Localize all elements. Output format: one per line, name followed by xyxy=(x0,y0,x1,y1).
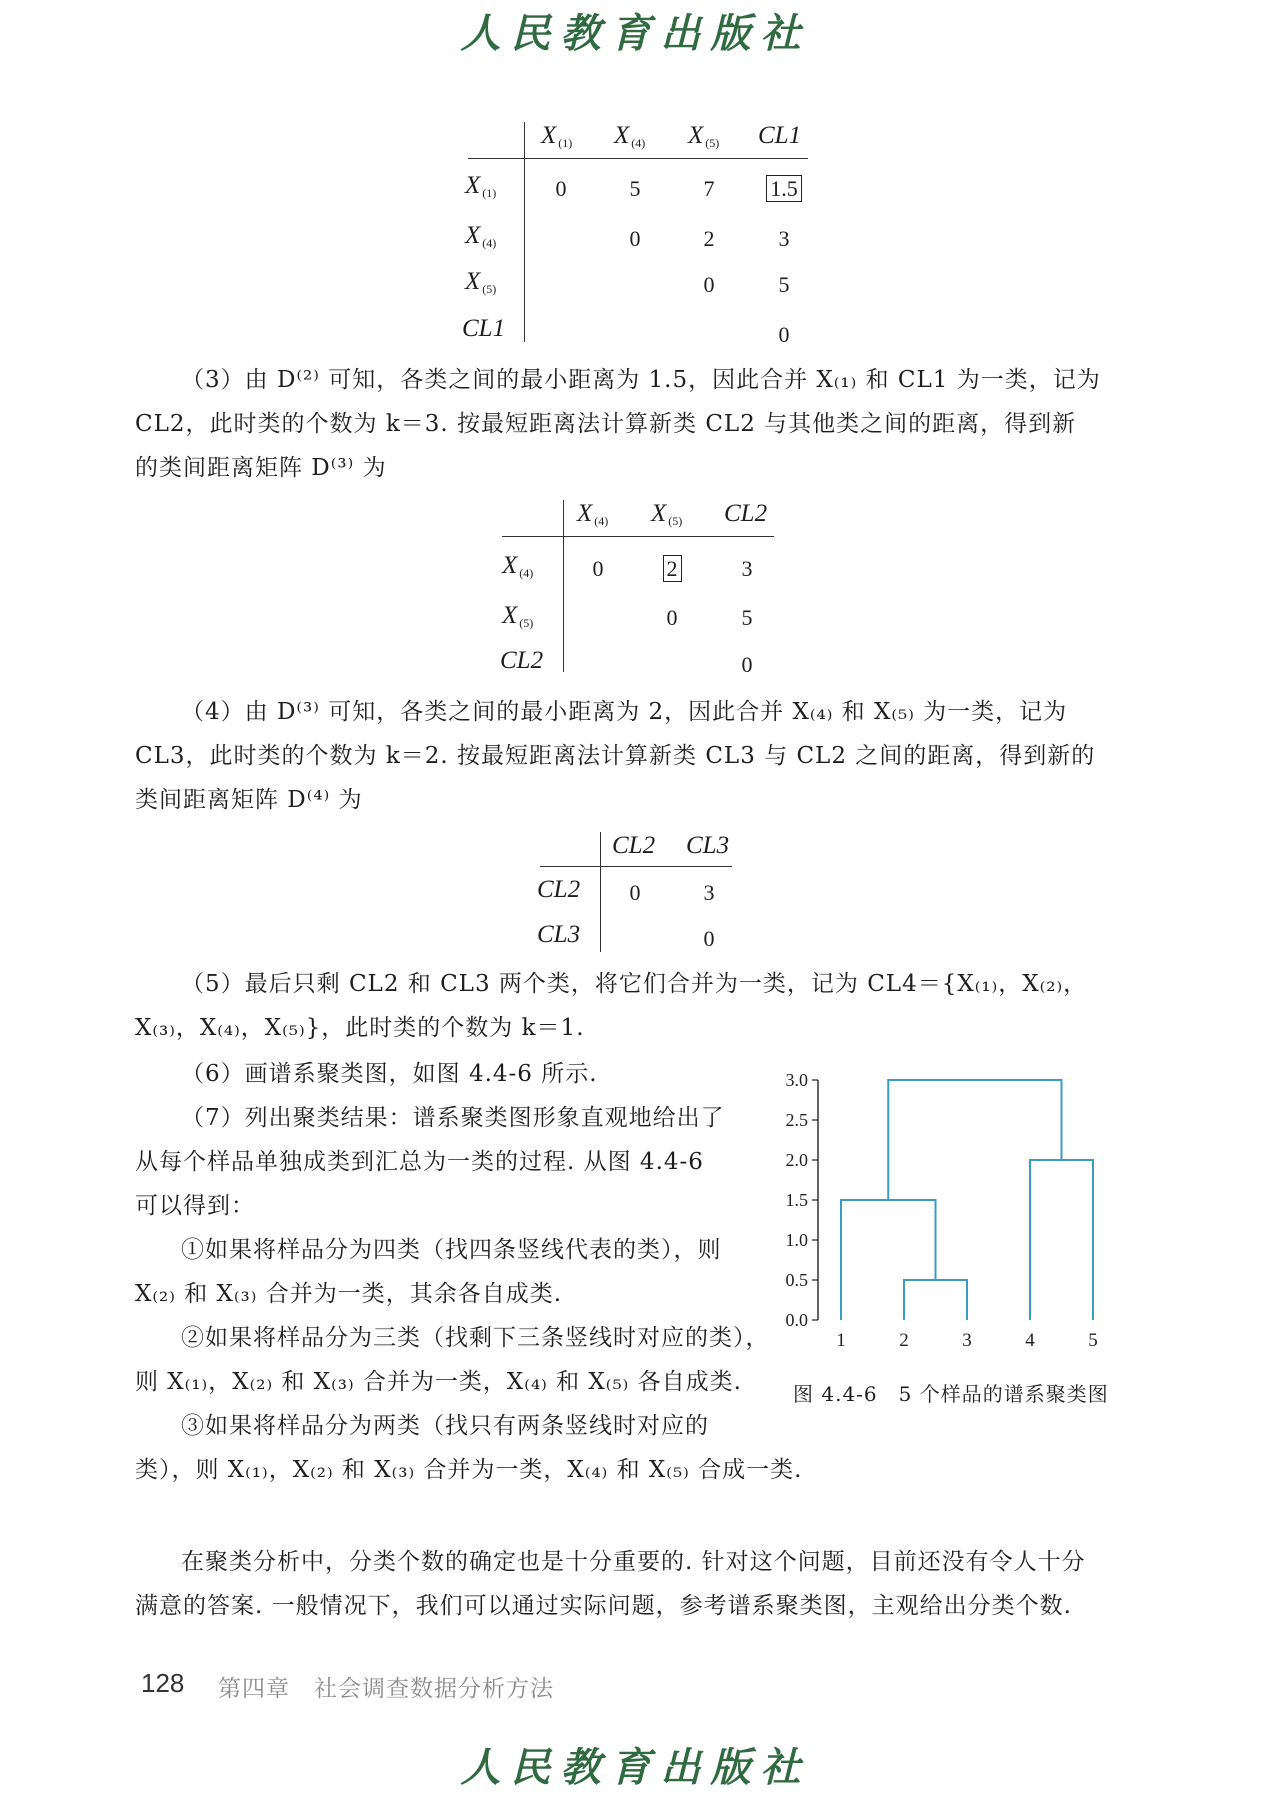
d2-cell-min: 1.5 xyxy=(764,176,804,202)
para-step5-line2: X₍₃₎，X₍₄₎，X₍₅₎}，此时类的个数为 k＝1. xyxy=(135,1015,585,1041)
para-step3-line1: （3）由 D⁽²⁾ 可知，各类之间的最小距离为 1.5，因此合并 X₍₁₎ 和 CL1 为一类，记为 xyxy=(181,367,1101,393)
dendrogram-link xyxy=(841,1200,936,1320)
d2-cell: 0 xyxy=(703,272,715,297)
d2-row-header: CL1 xyxy=(462,315,506,342)
item1-line1: ①如果将样品分为四类（找四条竖线代表的类），则 xyxy=(181,1237,722,1263)
d2-col-header: CL1 xyxy=(758,122,802,149)
d2-row-header: X $_{(1)}$ xyxy=(465,172,497,200)
dendrogram-chart xyxy=(780,1056,1120,1356)
d3-row-header: X $_{(4)}$ xyxy=(502,552,534,580)
para-step5-line1: （5）最后只剩 CL2 和 CL3 两个类，将它们合并为一类，记为 CL4＝{X₍₁₎，X₍₂₎， xyxy=(181,971,1088,997)
d2-col-header: X $_{(1)}$ xyxy=(541,122,573,150)
para-step7-line3: 可以得到： xyxy=(135,1193,255,1219)
leaf-label: 3 xyxy=(962,1330,972,1351)
d4-cell: 3 xyxy=(703,880,715,905)
para-step4-line2: CL3，此时类的个数为 k＝2. 按最短距离法计算新类 CL3 与 CL2 之间的距离，得到新的 xyxy=(135,743,1096,769)
d3-cell: 0 xyxy=(666,605,678,630)
d4-hline xyxy=(540,866,732,867)
para-step7-line2: 从每个样品单独成类到汇总为一类的过程. 从图 4.4-6 xyxy=(135,1149,704,1175)
para-step4-line1: （4）由 D⁽³⁾ 可知，各类之间的最小距离为 2，因此合并 X₍₄₎ 和 X₍₅₎ 为一类，记为 xyxy=(181,699,1068,725)
d2-cell: 2 xyxy=(703,226,715,251)
y-tick-label: 0.0 xyxy=(785,1310,808,1330)
d3-vline xyxy=(563,500,564,672)
y-tick-label: 0.5 xyxy=(785,1270,808,1290)
publisher-logo-top: 人民教育出版社 xyxy=(460,10,811,57)
d2-cell: 0 xyxy=(778,322,790,347)
d3-cell: 0 xyxy=(592,556,604,581)
leaf-label: 4 xyxy=(1025,1330,1035,1351)
dendrogram-link xyxy=(888,1080,1061,1200)
d2-col-header: X $_{(5)}$ xyxy=(688,122,720,150)
d2-cell: 0 xyxy=(555,176,567,201)
d3-col-header: X $_{(5)}$ xyxy=(651,500,683,528)
para-step4-line3: 类间距离矩阵 D⁽⁴⁾ 为 xyxy=(135,787,363,813)
y-tick-label: 2.5 xyxy=(785,1110,808,1130)
d3-cell-min: 2 xyxy=(652,556,692,582)
d4-row-header: CL2 xyxy=(537,876,581,903)
chapter-title: 第四章 社会调查数据分析方法 xyxy=(218,1676,554,1702)
para-step3-line2: CL2，此时类的个数为 k＝3. 按最短距离法计算新类 CL2 与其他类之间的距离，得到新 xyxy=(135,411,1077,437)
d2-vline xyxy=(524,122,525,342)
dendrogram-link xyxy=(1030,1160,1093,1320)
para-step3-line3: 的类间距离矩阵 D⁽³⁾ 为 xyxy=(135,455,387,481)
d4-col-header: CL3 xyxy=(686,832,730,859)
d4-col-header: CL2 xyxy=(612,832,656,859)
d3-row-header: CL2 xyxy=(500,647,544,674)
leaf-label: 1 xyxy=(836,1330,846,1351)
figure-caption: 图 4.4-6 5 个样品的谱系聚类图 xyxy=(793,1382,1109,1406)
y-tick-label: 2.0 xyxy=(785,1150,808,1170)
leaf-label: 2 xyxy=(899,1330,909,1351)
y-tick-label: 1.0 xyxy=(785,1230,808,1250)
closing-line2: 满意的答案. 一般情况下，我们可以通过实际问题，参考谱系聚类图，主观给出分类个数. xyxy=(135,1593,1072,1619)
d4-vline xyxy=(600,832,601,952)
d3-cell: 3 xyxy=(741,556,753,581)
d2-row-header: X $_{(5)}$ xyxy=(465,268,497,296)
closing-line1: 在聚类分析中，分类个数的确定也是十分重要的. 针对这个问题，目前还没有令人十分 xyxy=(181,1549,1086,1575)
d2-row-header: X $_{(4)}$ xyxy=(465,222,497,250)
d2-cell: 5 xyxy=(778,272,790,297)
d3-cell: 0 xyxy=(741,652,753,677)
item3-line1: ③如果将样品分为两类（找只有两条竖线时对应的 xyxy=(181,1413,709,1439)
y-tick-label: 3.0 xyxy=(785,1070,808,1090)
d4-cell: 0 xyxy=(629,880,641,905)
d2-col-header: X $_{(4)}$ xyxy=(614,122,646,150)
publisher-logo-bottom: 人民教育出版社 xyxy=(460,1744,811,1791)
d3-cell: 5 xyxy=(741,605,753,630)
item2-line1: ②如果将样品分为三类（找剩下三条竖线时对应的类）， xyxy=(181,1325,770,1351)
dendrogram-link xyxy=(904,1280,967,1320)
d3-row-header: X $_{(5)}$ xyxy=(502,602,534,630)
item1-line2: X₍₂₎ 和 X₍₃₎ 合并为一类，其余各自成类. xyxy=(135,1281,563,1307)
d2-cell: 0 xyxy=(629,226,641,251)
d2-cell: 3 xyxy=(778,226,790,251)
y-tick-label: 1.5 xyxy=(785,1190,808,1210)
item3-line2: 类），则 X₍₁₎，X₍₂₎ 和 X₍₃₎ 合并为一类，X₍₄₎ 和 X₍₅₎ 合成一类. xyxy=(135,1457,803,1483)
d3-hline xyxy=(502,536,774,537)
d2-hline xyxy=(468,158,808,159)
page-number: 128 xyxy=(141,1668,185,1698)
d2-cell: 5 xyxy=(629,176,641,201)
d4-row-header: CL3 xyxy=(537,921,581,948)
d4-cell: 0 xyxy=(703,926,715,951)
item2-line2: 则 X₍₁₎，X₍₂₎ 和 X₍₃₎ 合并为一类，X₍₄₎ 和 X₍₅₎ 各自成类. xyxy=(135,1369,742,1395)
para-step7-line1: （7）列出聚类结果：谱系聚类图形象直观地给出了 xyxy=(181,1105,725,1131)
leaf-label: 5 xyxy=(1088,1330,1098,1351)
d3-col-header: X $_{(4)}$ xyxy=(577,500,609,528)
d3-col-header: CL2 xyxy=(724,500,768,527)
para-step6: （6）画谱系聚类图，如图 4.4-6 所示. xyxy=(181,1061,598,1087)
d2-cell: 7 xyxy=(703,176,715,201)
